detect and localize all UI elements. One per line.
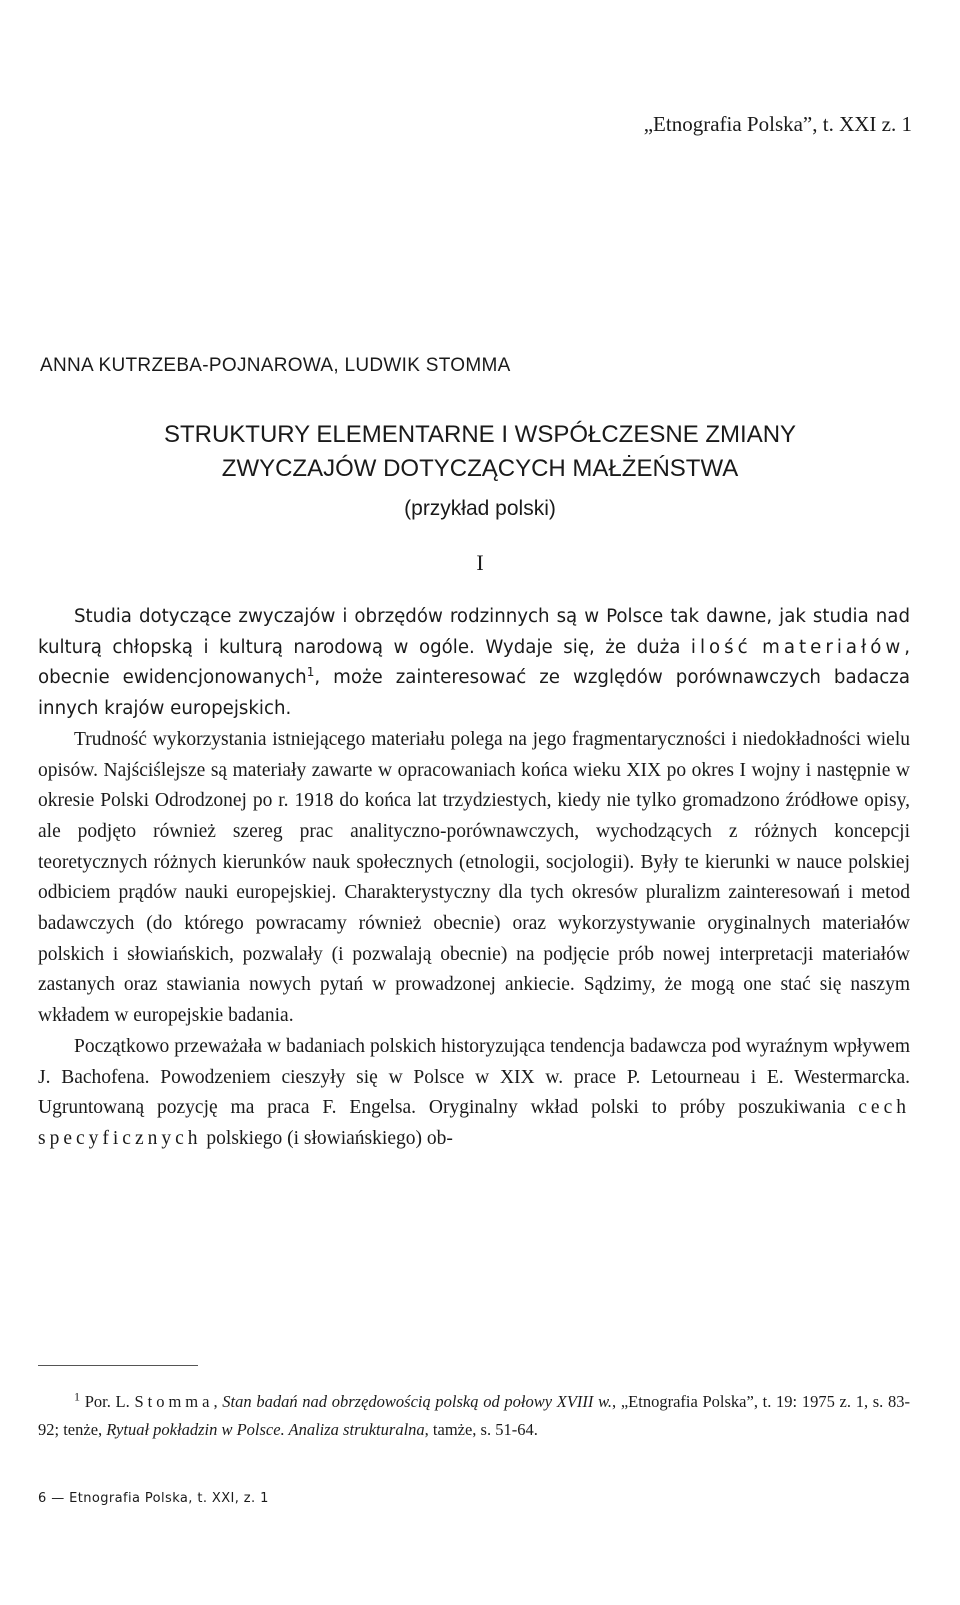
spaced-phrase-cech-specyficznych: cech specyficznych — [38, 1097, 910, 1149]
paragraph-2 — [38, 725, 910, 1032]
footnote-title-2: Rytuał pokładzin w Polsce. Analiza strukturalna — [106, 1420, 425, 1439]
paragraph-1-text-d: , może zainteresować ze względów porównawczych badacza innych krajów europejskich. — [38, 667, 910, 720]
paragraph-3-text-a: Początkowo przeważała w badaniach polskich historyzująca tendencja badawcza pod wyraźnym wpływem J. Bachofena. Powodzeniem cieszyły się w Polsce w XIX w. prace P. Letourneau i E. Westermarcka. Ugruntowaną pozycję ma praca F. Engelsa. Oryginalny wkład polski to próby poszukiwania — [38, 1035, 910, 1119]
paragraph-1 — [38, 602, 910, 725]
footnote-text-d: , tamże, s. 51-64. — [424, 1420, 538, 1439]
footnote-marker: 1 — [74, 1389, 80, 1404]
title-line-2: ZWYCZAJÓW DOTYCZĄCYCH MAŁŻEŃSTWA — [221, 455, 739, 482]
paragraph-1-text-c: , obecnie ewidencjonowanych — [38, 636, 910, 689]
footnote-1-text — [38, 1388, 910, 1444]
paragraph-3 — [38, 1032, 910, 1155]
journal-header: „Etnografia Polska”, t. XXI z. 1 — [643, 112, 912, 136]
article-title — [40, 418, 920, 526]
footnote-ref-1[interactable]: 1 — [306, 665, 315, 680]
article-body — [38, 602, 910, 1155]
section-number: I — [476, 550, 484, 575]
title-line-1: STRUKTURY ELEMENTARNE I WSPÓŁCZESNE ZMIANY — [163, 421, 797, 448]
footnote-text-b: , — [213, 1392, 223, 1411]
paragraph-1-text-a: Studia dotyczące zwyczajów i obrzędów rodzinnych są w Polsce tak dawne, jak studia nad kulturą chłopską i kulturą narodową w ogóle. Wydaje się, że duża — [38, 606, 910, 658]
footnote-text-a: Por. L. — [80, 1392, 135, 1411]
spaced-word-ilosc: ilość — [690, 636, 752, 658]
spaced-word-materialow: materiałów — [762, 636, 905, 658]
footnote-title-1: Stan badań nad obrzędowością polską od połowy XVIII w. — [222, 1392, 613, 1411]
article-subtitle: (przykład polski) — [404, 497, 556, 520]
paragraph-3-text-b: polskiego (i słowiańskiego) ob- — [201, 1127, 453, 1149]
paragraph-2-text: Trudność wykorzystania istniejącego materiału polega na jego fragmentaryczności i niedokładności wielu opisów. Najściślejsze są materiały zawarte w opracowaniach końca wieku XIX po okres I wojny i następnie w okresie Polski Odrodzonej po r. 1918 do końca lat trzydziestych, kiedy nie tylko gromadzono źródłowe opisy, ale podjęto również szereg prac analityczno-porównawczych, wychodzących z różnych koncepcji teoretycznych różnych kierunków nauk społecznych (etnologii, socjologii). Były te kierunki w nauce polskiej odbiciem prądów nauki europejskiej. Charakterystyczny dla tych okresów pluralizm zainteresowań i metod badawczych (do którego powracamy również obecnie) oraz wykorzystywanie oryginalnych materiałów polskich i słowiańskich, pozwalały (i pozwalają obecnie) na podjęcie prób nowej interpretacji materiałów zastanych oraz stawiania nowych pytań w prowadzonej ankiecie. Sądzimy, że mogą one stać się naszym wkładem w europejskie badania. — [38, 728, 910, 1027]
footnote-divider — [38, 1365, 198, 1366]
footnote-author: Stomma — [134, 1392, 214, 1411]
printer-signature: 6 — Etnografia Polska, t. XXI, z. 1 — [38, 1491, 269, 1506]
footnote-text-c: , „Etnografia Polska”, t. 19: 1975 z. 1, s. 83-92; tenże, — [38, 1392, 911, 1439]
paragraph-1-space — [752, 637, 763, 658]
article-authors: ANNA KUTRZEBA-POJNAROWA, LUDWIK STOMMA — [40, 355, 511, 376]
footnote-1 — [38, 1388, 910, 1444]
